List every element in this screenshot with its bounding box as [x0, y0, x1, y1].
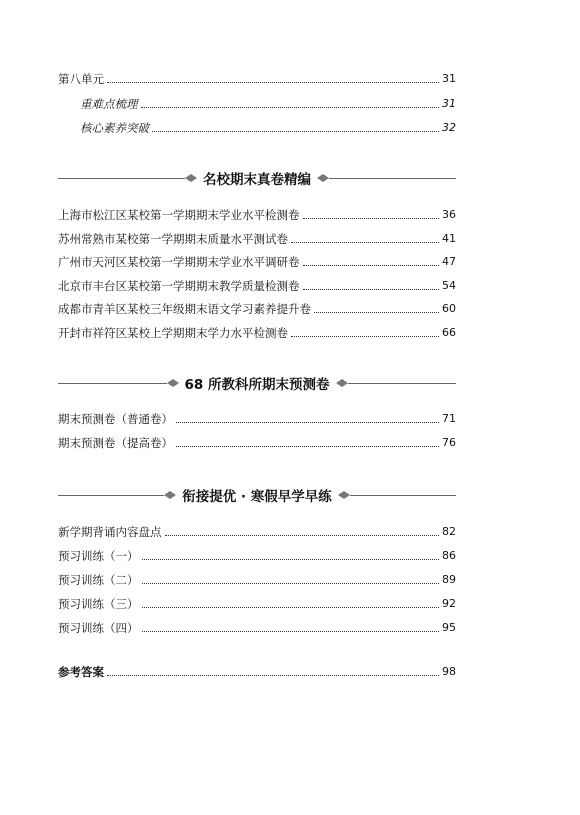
toc-entry-label: 重难点梳理	[80, 97, 138, 111]
toc-entry[interactable]	[58, 298, 456, 316]
toc-entry[interactable]	[58, 322, 456, 340]
toc-entry-page: 98	[442, 665, 456, 678]
toc-entry-label: 参考答案	[58, 665, 104, 679]
toc-entry-label: 上海市松江区某校第一学期期末学业水平检测卷	[58, 208, 300, 222]
heading-rule-left	[58, 383, 167, 384]
diamond-icon	[164, 490, 176, 500]
toc-entry-label: 期末预测卷（普通卷）	[58, 412, 173, 426]
diamond-icon	[336, 378, 348, 388]
toc-entry-label: 预习训练（三）	[58, 597, 139, 611]
dot-leader	[107, 82, 439, 83]
toc-entry[interactable]	[58, 408, 456, 426]
toc-entry-page: 54	[442, 279, 456, 292]
toc-entry-page: 71	[442, 412, 456, 425]
section-heading-exams	[58, 168, 456, 188]
toc-entry-label: 期末预测卷（提高卷）	[58, 436, 173, 450]
toc-entry-page: 76	[442, 436, 456, 449]
toc-entry-label: 北京市丰台区某校第一学期期末教学质量检测卷	[58, 279, 300, 293]
toc-entry-page: 86	[442, 549, 456, 562]
toc-entry-label: 广州市天河区某校第一学期期末学业水平调研卷	[58, 255, 300, 269]
toc-entry-label: 核心素养突破	[80, 121, 149, 135]
section-heading-forecast	[58, 373, 456, 393]
toc-entry[interactable]	[58, 593, 456, 611]
section-title: 衔接提优 · 寒假早学早练	[182, 489, 332, 505]
dot-leader	[291, 336, 439, 337]
section-title: 名校期末真卷精编	[203, 172, 311, 188]
dot-leader	[142, 607, 440, 608]
toc-entry[interactable]	[58, 204, 456, 222]
dot-leader	[291, 242, 439, 243]
toc-entry-label: 预习训练（一）	[58, 549, 139, 563]
toc-entry-page: 41	[442, 232, 456, 245]
diamond-icon	[317, 173, 329, 183]
diamond-icon	[167, 378, 179, 388]
toc-entry-page: 31	[442, 97, 456, 110]
dot-leader	[107, 675, 439, 676]
toc-entry-page: 47	[442, 255, 456, 268]
toc-entry[interactable]	[58, 275, 456, 293]
dot-leader	[303, 265, 440, 266]
heading-rule-right	[350, 495, 456, 496]
toc-entry-page: 31	[442, 72, 456, 85]
toc-entry-page: 95	[442, 621, 456, 634]
toc-subentry[interactable]	[80, 117, 456, 135]
dot-leader	[152, 131, 439, 132]
dot-leader	[314, 312, 439, 313]
toc-entry-label: 成都市青羊区某校三年级期末语文学习素养提升卷	[58, 302, 311, 316]
toc-entry-page: 92	[442, 597, 456, 610]
toc-entry[interactable]	[58, 228, 456, 246]
toc-entry[interactable]	[58, 569, 456, 587]
toc-entry-answers[interactable]	[58, 661, 456, 679]
toc-entry-label: 开封市祥符区某校上学期期末学力水平检测卷	[58, 326, 288, 340]
dot-leader	[165, 535, 440, 536]
heading-rule-left	[58, 178, 185, 179]
toc-entry[interactable]	[58, 521, 456, 539]
toc-entry-page: 89	[442, 573, 456, 586]
toc-entry-page: 60	[442, 302, 456, 315]
heading-rule-right	[329, 178, 456, 179]
dot-leader	[303, 289, 440, 290]
dot-leader	[303, 218, 440, 219]
section-heading-bridge	[58, 485, 456, 505]
toc-entry-page: 32	[442, 121, 456, 134]
dot-leader	[142, 559, 440, 560]
dot-leader	[176, 446, 439, 447]
toc-entry[interactable]	[58, 545, 456, 563]
toc-entry-label: 第八单元	[58, 72, 104, 86]
section-title: 68 所教科所期末预测卷	[184, 377, 330, 393]
diamond-icon	[185, 173, 197, 183]
toc-entry[interactable]	[58, 617, 456, 635]
dot-leader	[176, 422, 439, 423]
heading-rule-left	[58, 495, 164, 496]
heading-rule-right	[348, 383, 457, 384]
diamond-icon	[338, 490, 350, 500]
toc-entry[interactable]	[58, 432, 456, 450]
toc-entry-page: 82	[442, 525, 456, 538]
dot-leader	[141, 107, 440, 108]
toc-entry-label: 新学期背诵内容盘点	[58, 525, 162, 539]
dot-leader	[142, 583, 440, 584]
toc-subentry[interactable]	[80, 93, 456, 111]
toc-entry-label: 苏州常熟市某校第一学期期末质量水平测试卷	[58, 232, 288, 246]
toc-entry-label: 预习训练（四）	[58, 621, 139, 635]
toc-entry[interactable]	[58, 251, 456, 269]
toc-entry-page: 66	[442, 326, 456, 339]
dot-leader	[142, 631, 440, 632]
toc-entry-page: 36	[442, 208, 456, 221]
toc-entry-label: 预习训练（二）	[58, 573, 139, 587]
toc-entry-unit8[interactable]	[58, 68, 456, 86]
